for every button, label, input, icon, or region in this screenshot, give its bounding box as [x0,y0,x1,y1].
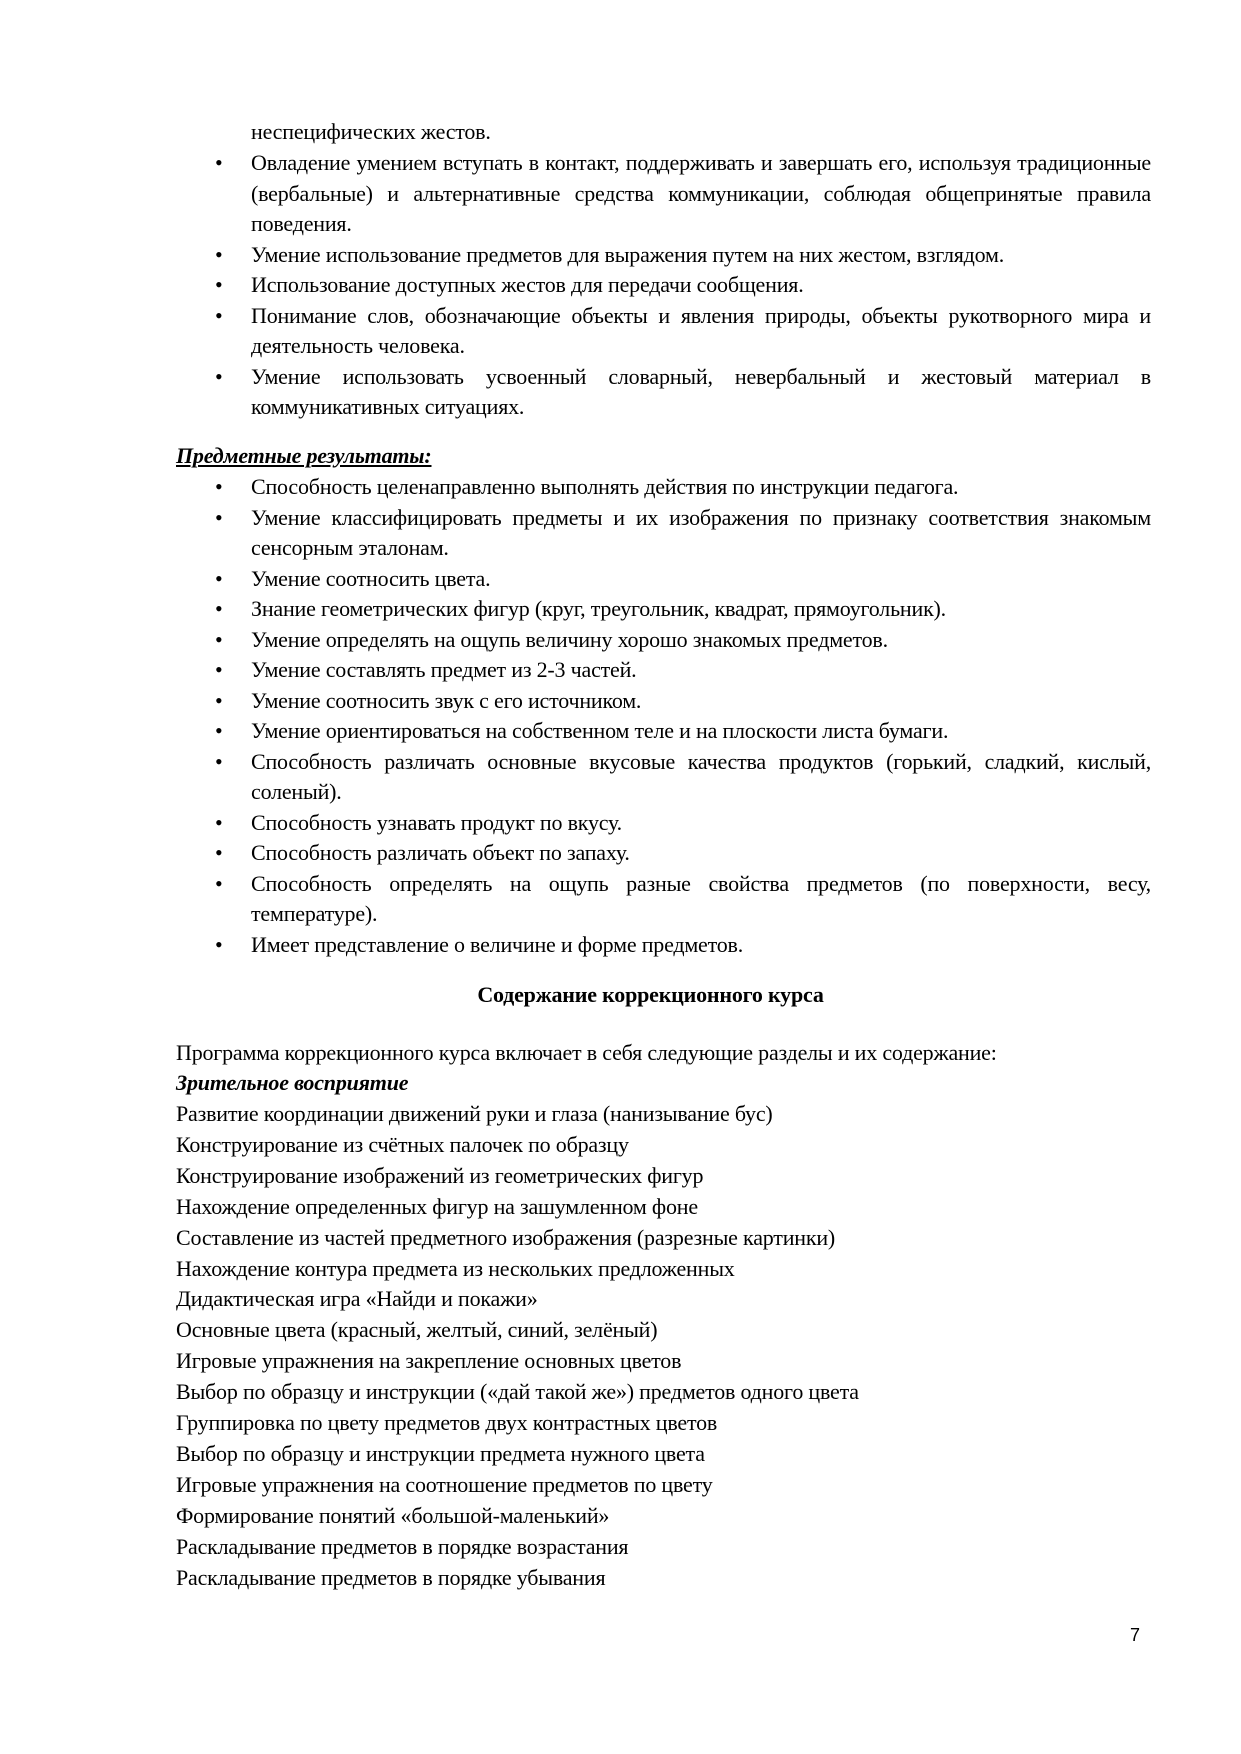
list-item: Выбор по образцу и инструкции предмета нужного цвета [176,1440,705,1466]
visual-perception-list [176,1099,859,1594]
list-item: • Способность различать объект по запаху. [0,838,1151,869]
section-title: Содержание коррекционного курса [477,982,824,1007]
communication-results-list [0,148,1241,423]
continuation-line: неспецифических жестов. [251,119,491,144]
list-item: Конструирование изображений из геометрических фигур [176,1162,704,1188]
list-item: Группировка по цвету предметов двух контрастных цветов [176,1410,718,1436]
list-item: • Понимание слов, обозначающие объекты и явления природы, объекты рукотворного мира и деятельность человека. [0,301,1151,362]
list-item: Игровые упражнения на соотношение предметов по цвету [176,1471,713,1497]
list-item: Раскладывание предметов в порядке возрастания [176,1533,629,1559]
list-item: • Умение соотносить цвета. [0,564,1151,595]
page-number: 7 [1130,1625,1140,1645]
list-item: • Умение классифицировать предметы и их изображения по признаку соответствия знакомым сенсорным эталонам. [0,503,1151,564]
subject-results-list [0,472,1241,960]
subsection-title: Зрительное восприятие [176,1070,409,1095]
list-item: • Умение ориентироваться на собственном теле и на плоскости листа бумаги. [0,716,1151,747]
list-item: Нахождение контура предмета из нескольких предложенных [176,1255,735,1281]
list-item: • Способность различать основные вкусовые качества продуктов (горький, сладкий, кислый, соленый). [0,747,1151,808]
list-item: • Способность узнавать продукт по вкусу. [0,808,1151,839]
list-item: • Знание геометрических фигур (круг, треугольник, квадрат, прямоугольник). [0,594,1151,625]
list-item: Дидактическая игра «Найди и покажи» [176,1286,538,1312]
list-item: Развитие координации движений руки и глаза (нанизывание бус) [176,1101,773,1126]
list-item: Игровые упражнения на закрепление основных цветов [176,1348,682,1374]
list-item: Нахождение определенных фигур на зашумленном фоне [176,1193,698,1219]
list-item: Раскладывание предметов в порядке убывания [176,1564,606,1590]
list-item: Конструирование из счётных палочек по образцу [176,1131,629,1157]
list-item: • Умение определять на ощупь величину хорошо знакомых предметов. [0,625,1151,656]
list-item: • Умение составлять предмет из 2-3 частей. [0,655,1151,686]
list-item: • Умение использовать усвоенный словарный, невербальный и жестовый материал в коммуникативных ситуациях. [0,362,1151,423]
list-item: • Умение соотносить звук с его источником. [0,686,1151,717]
list-item: • Способность определять на ощупь разные свойства предметов (по поверхности, весу, температуре). [0,869,1151,930]
list-item: • Имеет представление о величине и форме предметов. [0,930,1151,961]
list-item: • Овладение умением вступать в контакт, поддерживать и завершать его, используя традиционные (вербальные) и альтернативные средства коммуникации, соблюдая общепринятые правила поведения. [0,148,1151,240]
list-item: Формирование понятий «большой-маленький» [176,1502,610,1528]
list-item: • Способность целенаправленно выполнять действия по инструкции педагога. [0,472,1151,503]
list-item: Составление из частей предметного изображения (разрезные картинки) [176,1224,836,1250]
list-item: Выбор по образцу и инструкции («дай такой же») предметов одного цвета [176,1379,859,1405]
list-item: Основные цвета (красный, желтый, синий, зелёный) [176,1317,658,1343]
list-item: • Умение использование предметов для выражения путем на них жестом, взглядом. [0,240,1151,271]
intro-paragraph: Программа коррекционного курса включает в себя следующие разделы и их содержание: [176,1040,997,1065]
list-item: • Использование доступных жестов для передачи сообщения. [0,270,1151,301]
subject-results-heading: Предметные результаты: [176,443,432,468]
